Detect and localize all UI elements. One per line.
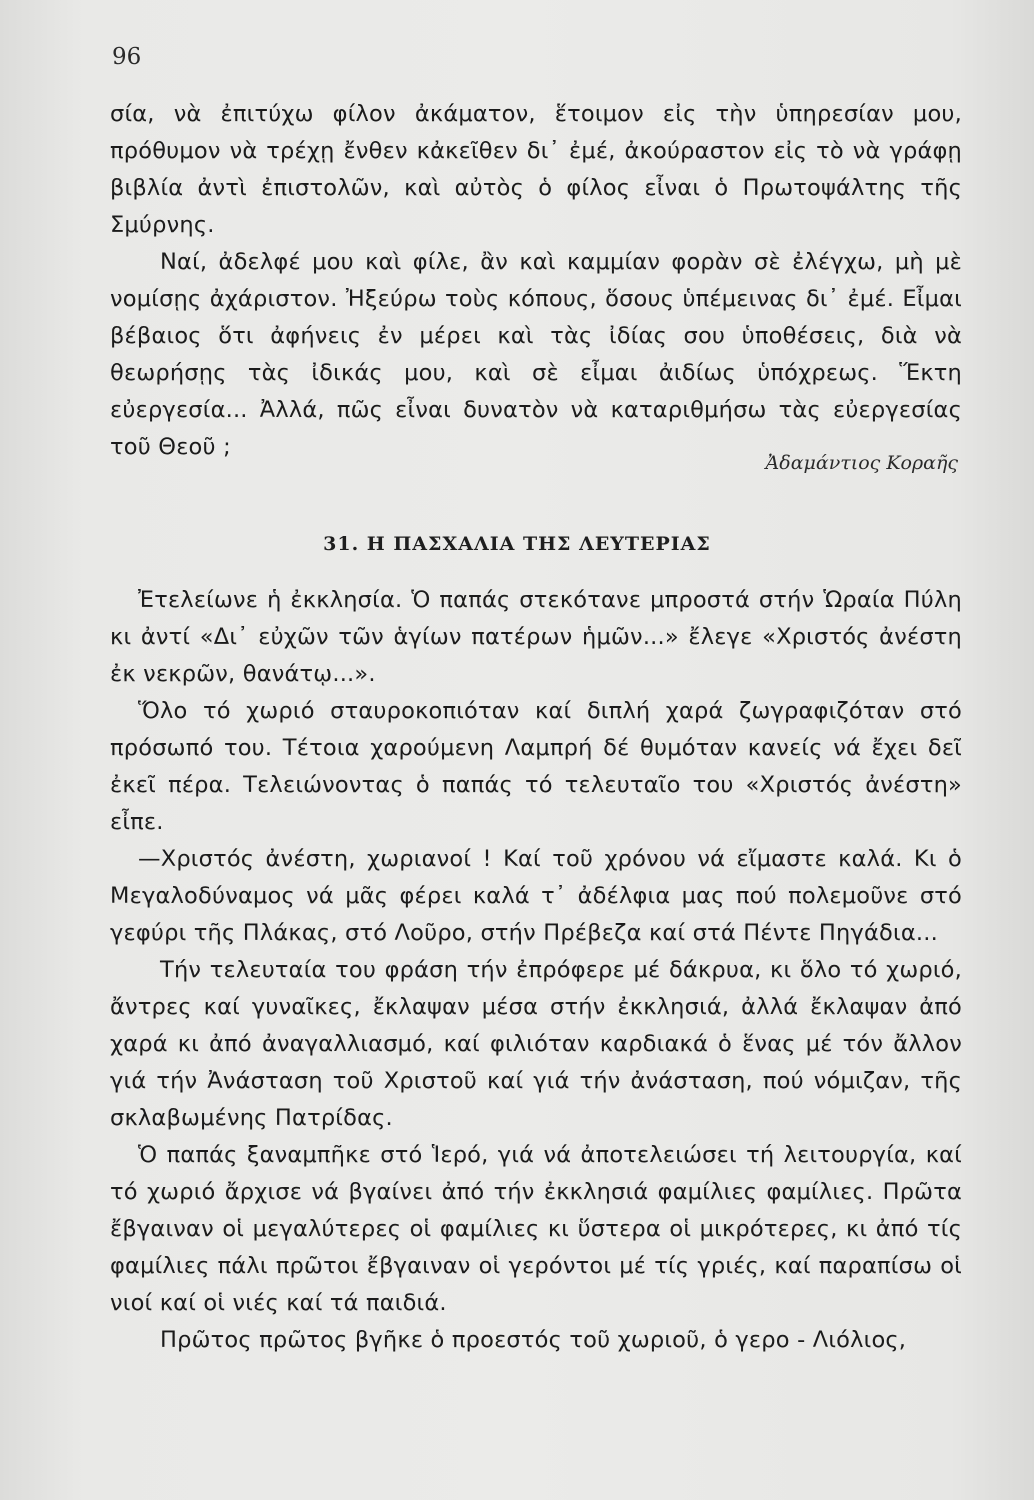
chapter-paragraph: Τήν τελευταία του φράση τήν ἐπρόφερε μέ δάκρυα, κι ὅλο τό χωριό, ἄντρες καί γυναῖκες, ἔκλαψαν μέσα στήν ἐκκλησιά, ἀλλά ἔκλαψαν ἀπό χαρά κι ἀπό ἀναγαλλιασμό, καί φιλιόταν καρδιακά ὁ ἕνας μέ τόν ἄλλον γιά τήν Ἀνάσταση τοῦ Χριστοῦ καί γιά τήν ἀνάσταση, πού νόμιζαν, τῆς σκλαβωμένης Πατρίδας. bbox=[110, 957, 962, 1131]
page-number: 96 bbox=[112, 44, 142, 70]
letter-paragraph: Ναί, ἀδελφέ μου καὶ φίλε, ἂν καὶ καμμίαν φορὰν σὲ ἐλέγχω, μὴ μὲ νομίσῃς ἀχάριστον. Ἠξεύρω τοὺς κόπους, ὅσους ὑπέμεινας δι᾽ ἐμέ. Εἶμαι βέβαιος ὅτι ἀφήνεις ἐν μέρει καὶ τὰς ἰδίας σου ὑποθέσεις, διὰ νὰ θεωρήσῃς τὰς ἰδικάς μου, καὶ σὲ εἶμαι ἀιδίως ὑπόχρεως. Ἕκτη εὐεργεσία... Ἀλλά, πῶς εἶναι δυνατὸν νὰ καταριθμήσω τὰς εὐεργεσίας τοῦ Θεοῦ ; bbox=[110, 249, 962, 460]
chapter-paragraph: —Χριστός ἀνέστη, χωριανοί ! Καί τοῦ χρόνου νά εἴμαστε καλά. Κι ὁ Μεγαλοδύναμος νά μᾶς φέρει καλά τ᾽ ἀδέλφια μας πού πολεμοῦνε στό γεφύρι τῆς Πλάκας, στό Λοῦρο, στήν Πρέβεζα καί στά Πέντε Πηγάδια... bbox=[110, 846, 962, 946]
letter-text-block bbox=[110, 96, 962, 466]
chapter-paragraph: Πρῶτος πρῶτος βγῆκε ὁ προεστός τοῦ χωριοῦ, ὁ γερο - Λιόλιος, bbox=[160, 1327, 907, 1353]
chapter-text-block bbox=[110, 582, 962, 1359]
chapter-paragraph: Ὁ παπάς ξαναμπῆκε στό Ἱερό, γιά νά ἀποτελειώσει τή λειτουργία, καί τό χωριό ἄρχισε νά βγαίνει ἀπό τήν ἐκκλησιά φαμίλιες φαμίλιες. Πρῶτα ἔβγαιναν οἱ μεγαλύτερες οἱ φαμίλιες κι ὕστερα οἱ μικρότερες, κι ἀπό τίς φαμίλιες πάλι πρῶτοι ἔβγαιναν οἱ γερόντοι μέ τίς γριές, καί παραπίσω οἱ νιοί καί οἱ νιές καί τά παιδιά. bbox=[110, 1142, 962, 1316]
letter-paragraph: σία, νὰ ἐπιτύχω φίλον ἀκάματον, ἕτοιμον εἰς τὴν ὑπηρεσίαν μου, πρόθυμον νὰ τρέχῃ ἔνθεν κἀκεῖθεν δι᾽ ἐμέ, ἀκούραστον εἰς τὸ νὰ γράφῃ βιβλία ἀντὶ ἐπιστολῶν, καὶ αὐτὸς ὁ φίλος εἶναι ὁ Πρωτοψάλτης τῆς Σμύρνης. bbox=[110, 101, 962, 238]
chapter-title: 31. Η ΠΑΣΧΑΛΙΑ ΤΗΣ ΛΕΥΤΕΡΙΑΣ bbox=[323, 533, 711, 555]
chapter-paragraph: Ἐτελείωνε ἡ ἐκκλησία. Ὁ παπάς στεκότανε μπροστά στήν Ὡραία Πύλη κι ἀντί «Δι᾽ εὐχῶν τῶν ἁγίων πατέρων ἡμῶν...» ἔλεγε «Χριστός ἀνέστη ἐκ νεκρῶν, θανάτῳ...». bbox=[110, 587, 962, 687]
letter-signature: Ἀδαμάντιος Κοραῆς bbox=[765, 452, 958, 474]
chapter-paragraph: Ὅλο τό χωριό σταυροκοπιόταν καί διπλή χαρά ζωγραφιζόταν στό πρόσωπό του. Τέτοια χαρούμενη Λαμπρή δέ θυμόταν κανείς νά ἔχει δεῖ ἐκεῖ πέρα. Τελειώνοντας ὁ παπάς τό τελευταῖο του «Χριστός ἀνέστη» εἶπε. bbox=[110, 698, 962, 835]
